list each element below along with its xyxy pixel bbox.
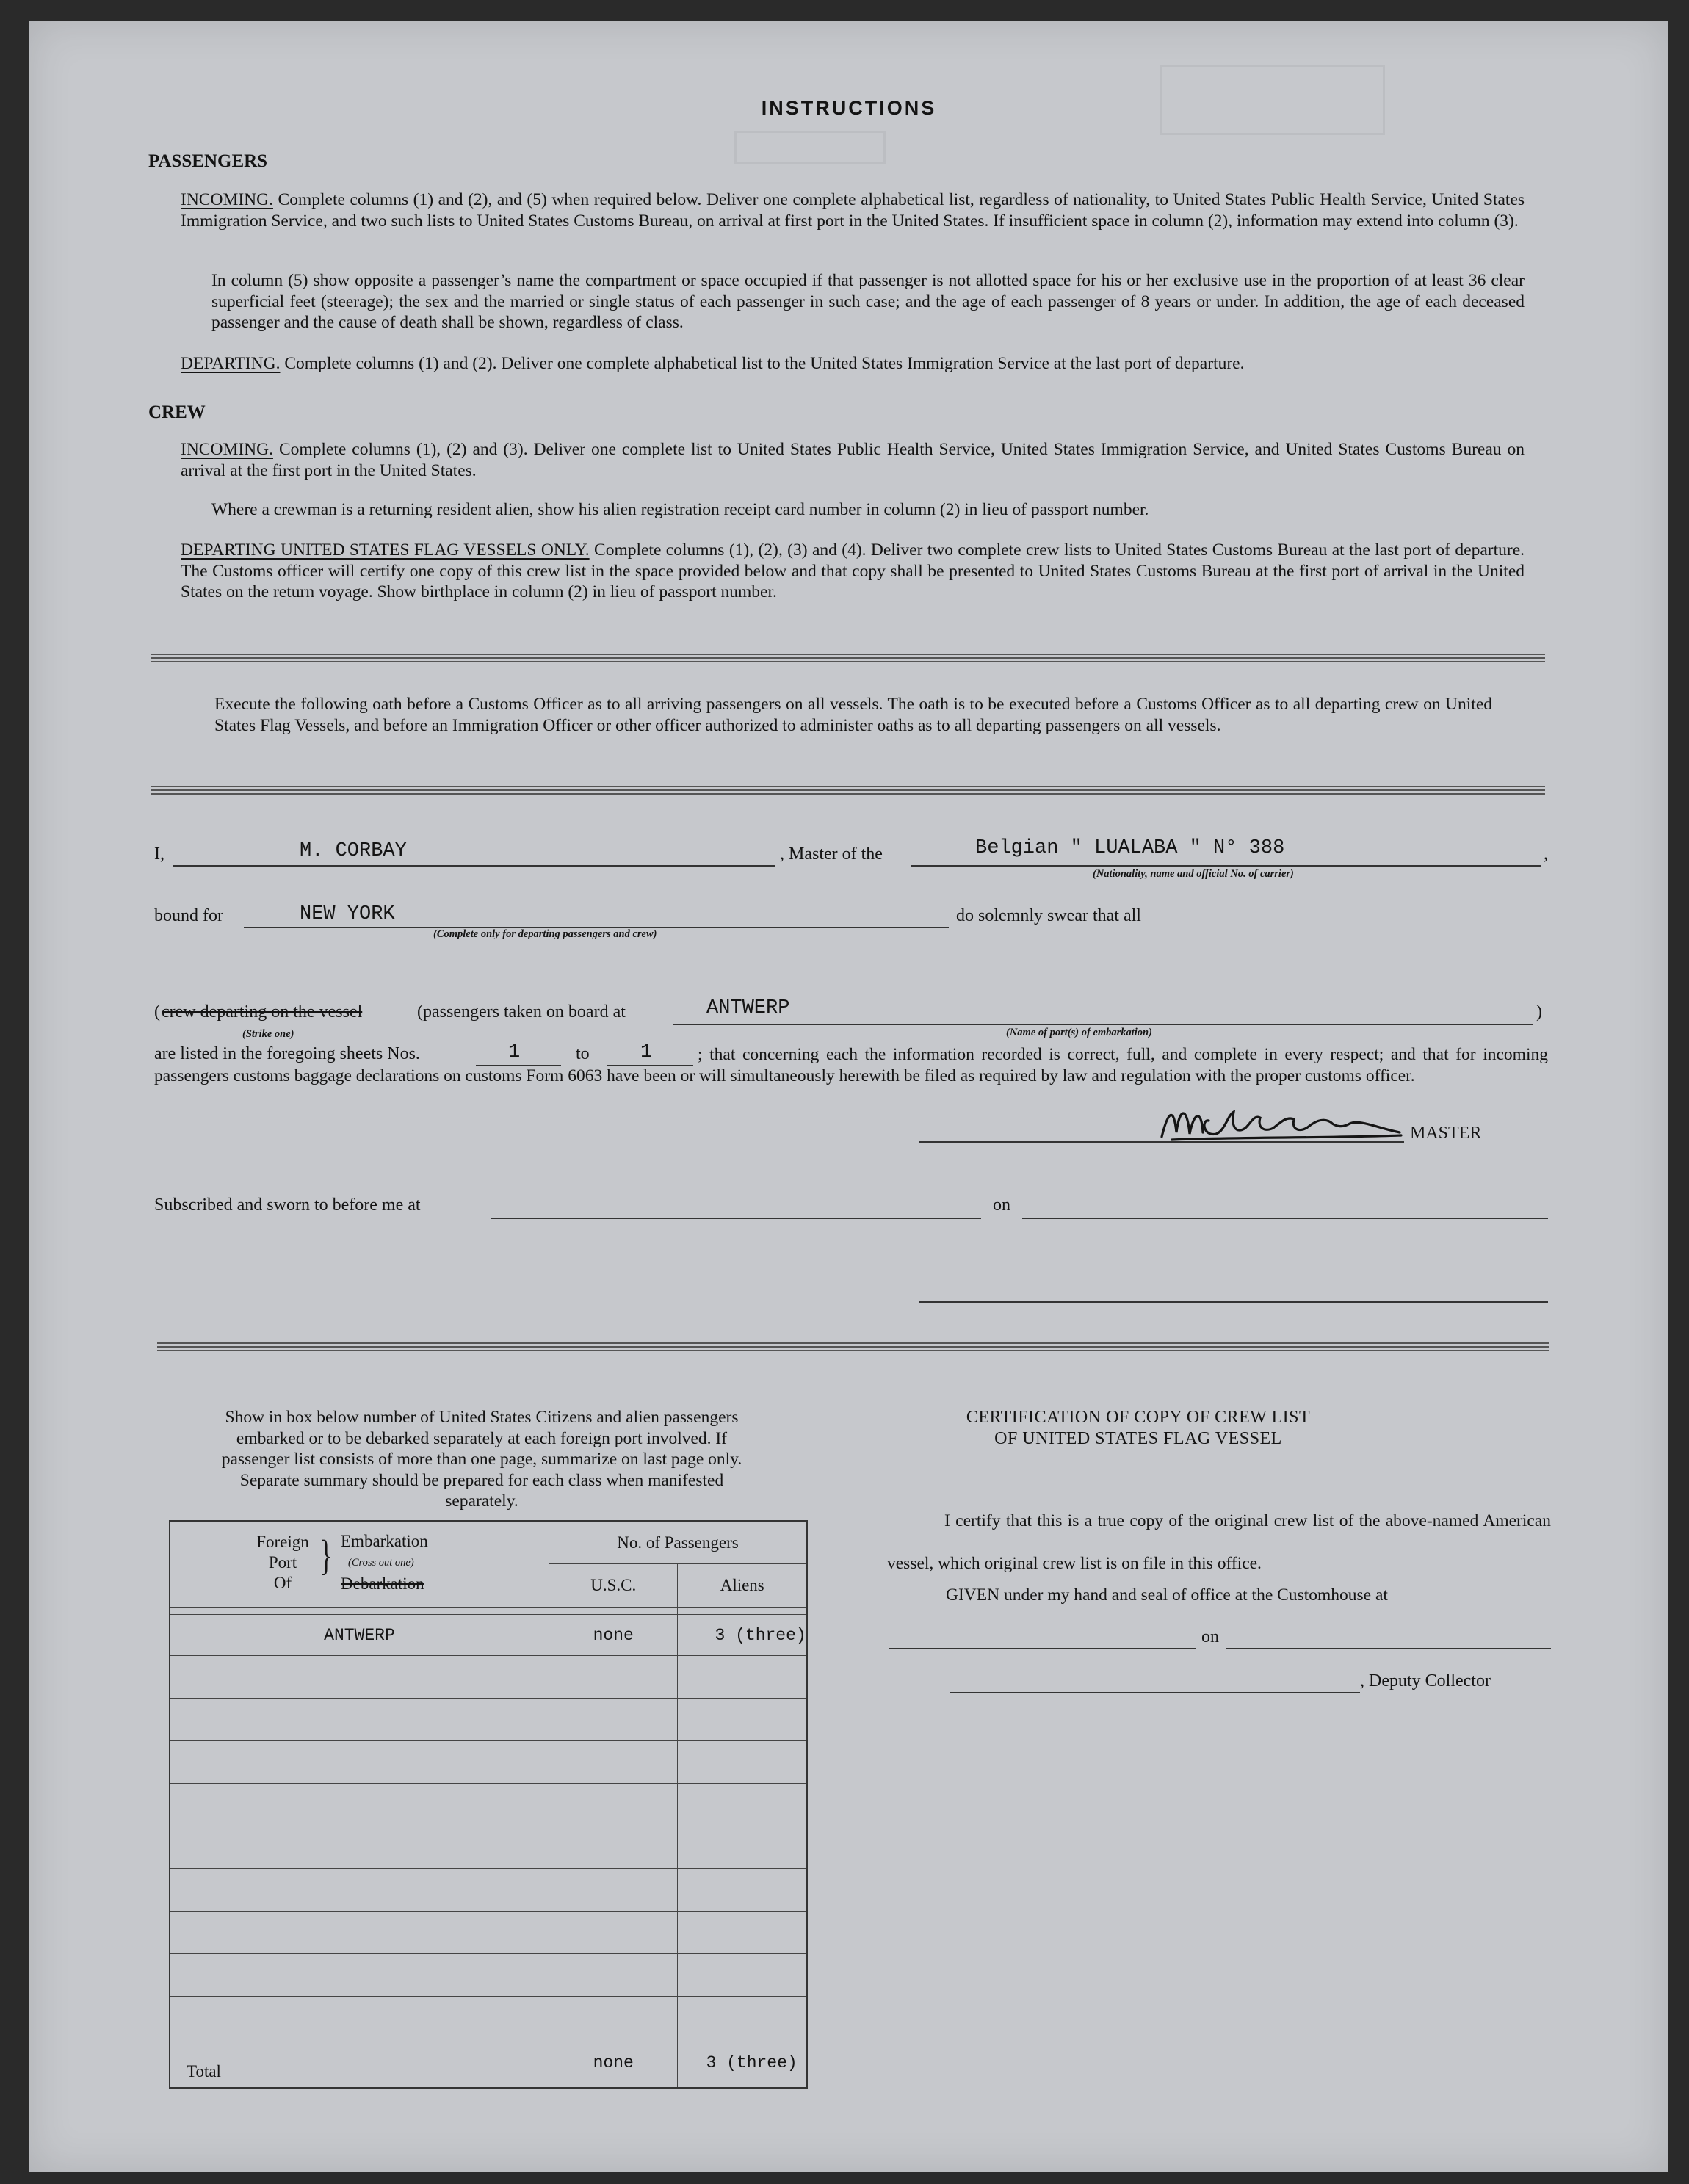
destination-value[interactable]: NEW YORK bbox=[300, 903, 395, 925]
certification-title bbox=[947, 1407, 1329, 1450]
empty-cell[interactable] bbox=[170, 1741, 549, 1784]
empty-cell[interactable] bbox=[549, 1869, 678, 1912]
empty-cell[interactable] bbox=[549, 1997, 678, 2039]
certification-title-line1: CERTIFICATION OF COPY OF CREW LIST bbox=[966, 1408, 1311, 1427]
crew-heading: CREW bbox=[148, 402, 206, 422]
passengers-incoming-instructions bbox=[181, 189, 1525, 231]
foreign-label: Foreign bbox=[256, 1533, 309, 1551]
passengers-column5-instructions: In column (5) show opposite a passenger’s name the compartment or space occupied if that passenger is not allotted space for his or her exclusive use in the proportion of at least 36 clear superficial feet (steerage); the sex and the married or single status of each passenger in such case; and the age of each passenger of 8 years or under. In addition, the age of each deceased passenger and the cause of death shall be shown, regardless of class. bbox=[211, 271, 1525, 332]
section-divider bbox=[151, 786, 1545, 795]
total-label-cell: Total bbox=[170, 2039, 549, 2088]
table-row bbox=[170, 1826, 807, 1869]
empty-cell[interactable] bbox=[549, 1784, 678, 1826]
table-row bbox=[170, 1741, 807, 1784]
table-row bbox=[170, 1699, 807, 1741]
certification-text: I certify that this is a true copy of the original crew list of the above-named American vessel, which original crew list is on file in this office. bbox=[887, 1511, 1551, 1573]
row-aliens-cell[interactable]: 3 (three) bbox=[678, 1615, 807, 1656]
passenger-summary-table bbox=[169, 1520, 808, 2089]
deputy-collector-label: , Deputy Collector bbox=[1360, 1671, 1491, 1691]
section-divider bbox=[157, 1342, 1549, 1351]
sheet-to-value[interactable]: 1 bbox=[640, 1041, 653, 1063]
embark-close-paren: ) bbox=[1536, 1002, 1542, 1022]
passengers-departing-text: Complete columns (1) and (2). Deliver one complete alphabetical list to the United States Immigration Service at the last port of departure. bbox=[284, 354, 1245, 373]
master-name-value[interactable]: M. CORBAY bbox=[300, 840, 407, 862]
certification-date-line bbox=[1226, 1648, 1551, 1649]
destination-caption: (Complete only for departing passengers and crew) bbox=[433, 928, 657, 940]
empty-cell[interactable] bbox=[678, 1869, 807, 1912]
debarkation-struck-label: Debarkation bbox=[341, 1574, 424, 1593]
empty-cell[interactable] bbox=[549, 1741, 678, 1784]
empty-cell[interactable] bbox=[170, 1784, 549, 1826]
passengers-taken-label: (passengers taken on board at bbox=[417, 1002, 626, 1022]
sheets-to-label: to bbox=[576, 1044, 590, 1063]
certification-given-text: GIVEN under my hand and seal of office at the Customhouse at bbox=[946, 1585, 1388, 1605]
document-page bbox=[29, 21, 1668, 2172]
foreign-port-of-label bbox=[250, 1532, 316, 1594]
empty-cell[interactable] bbox=[678, 1784, 807, 1826]
subscribed-label: Subscribed and sworn to before me at bbox=[154, 1196, 421, 1215]
table-row bbox=[170, 1997, 807, 2039]
vessel-caption: (Nationality, name and official No. of carrier) bbox=[1093, 868, 1294, 880]
of-label: Of bbox=[273, 1574, 292, 1592]
empty-cell[interactable] bbox=[170, 1699, 549, 1741]
port-header-cell bbox=[170, 1521, 549, 1608]
usc-header-cell: U.S.C. bbox=[549, 1564, 678, 1608]
spacer-cell bbox=[678, 1608, 807, 1615]
swear-label: do solemnly swear that all bbox=[956, 906, 1141, 925]
strike-caption: (Strike one) bbox=[242, 1028, 294, 1040]
table-row bbox=[170, 1869, 807, 1912]
customhouse-place-line bbox=[889, 1648, 1196, 1649]
empty-cell[interactable] bbox=[678, 1741, 807, 1784]
deputy-collector-line bbox=[950, 1692, 1360, 1693]
crew-incoming-label: INCOMING. bbox=[181, 440, 273, 459]
vessel-line bbox=[911, 865, 1541, 867]
table-row bbox=[170, 1954, 807, 1997]
passengers-incoming-label: INCOMING. bbox=[181, 190, 273, 209]
empty-cell[interactable] bbox=[549, 1912, 678, 1954]
oath-instructions: Execute the following oath before a Customs Officer as to all arriving passengers on all vessels. The oath is to be executed before a Customs Officer as to all departing crew on United States Flag Vessels, and before an Immigration Officer or other officer authorized to administer oaths as to all departing passengers on all vessels. bbox=[214, 695, 1492, 735]
port-label: Port bbox=[268, 1553, 297, 1572]
empty-cell[interactable] bbox=[678, 1656, 807, 1699]
oath-i-label: I, bbox=[154, 845, 164, 864]
passengers-header-cell: No. of Passengers bbox=[549, 1521, 807, 1564]
struck-crew-departing: crew departing on the vessel bbox=[162, 1002, 363, 1022]
cross-out-caption: (Cross out one) bbox=[348, 1557, 414, 1569]
crew-incoming-instructions bbox=[181, 439, 1525, 481]
empty-cell[interactable] bbox=[549, 1826, 678, 1869]
crew-departing-text: Complete columns (1), (2), (3) and (4). Deliver two complete crew lists to United States Customs Bureau at the last port of departure. The Customs officer will certify one copy of this crew list in the space provided below and that copy shall be presented to United States Customs Bureau at the first port of arrival in the United States on the return voyage. Show birthplace in column (2) in lieu of passport number. bbox=[181, 540, 1525, 601]
table-row bbox=[170, 1912, 807, 1954]
sheets-prefix: are listed in the foregoing sheets Nos. bbox=[154, 1044, 420, 1063]
officer-signature-line bbox=[919, 1301, 1548, 1303]
strike-open-paren: ( bbox=[154, 1002, 160, 1022]
passengers-departing-label: DEPARTING. bbox=[181, 354, 281, 373]
master-of-label: , Master of the bbox=[780, 845, 883, 864]
empty-cell[interactable] bbox=[678, 1826, 807, 1869]
passengers-heading: PASSENGERS bbox=[148, 151, 268, 171]
table-row bbox=[170, 1656, 807, 1699]
empty-cell[interactable] bbox=[678, 1912, 807, 1954]
passengers-incoming-text: Complete columns (1) and (2), and (5) when required below. Deliver one complete alphabetical list, regardless of nationality, to United States Public Health Service, United States Immigration Service, and two such lists to United States Customs Bureau, on arrival at first port in the United States. If insufficient space in column (2), information may extend into column (3). bbox=[181, 190, 1525, 231]
empty-cell[interactable] bbox=[678, 1954, 807, 1997]
empty-cell[interactable] bbox=[170, 1912, 549, 1954]
summary-instructions: Show in box below number of United States Citizens and alien passengers embarked or to be debarked separately at each foreign port involved. If passenger list consists of more than one page, summarize on last page only. Separate summary should be prepared for each class when manifested separately. bbox=[221, 1408, 742, 1511]
spacer-cell bbox=[170, 1608, 549, 1615]
sheet-from-value[interactable]: 1 bbox=[508, 1041, 521, 1063]
empty-cell[interactable] bbox=[170, 1997, 549, 2039]
page-title: INSTRUCTIONS bbox=[761, 97, 937, 119]
crew-resident-instructions: Where a crewman is a returning resident alien, show his alien registration receipt card number in column (2) in lieu of passport number. bbox=[211, 500, 1149, 519]
empty-cell[interactable] bbox=[678, 1699, 807, 1741]
vessel-value[interactable]: Belgian " LUALABA " N° 388 bbox=[975, 837, 1285, 859]
total-row bbox=[170, 2039, 807, 2088]
certification-on-label: on bbox=[1201, 1627, 1219, 1646]
master-signature bbox=[1157, 1099, 1407, 1150]
empty-cell[interactable] bbox=[549, 1699, 678, 1741]
table-row bbox=[170, 1615, 807, 1656]
empty-cell[interactable] bbox=[170, 1826, 549, 1869]
embark-port-value[interactable]: ANTWERP bbox=[706, 997, 790, 1019]
crew-incoming-text: Complete columns (1), (2) and (3). Deliver one complete list to United States Public Health Service, United States Immigration Service, and United States Customs Bureau on arrival at the first port in the United States. bbox=[181, 440, 1525, 480]
row-port-cell[interactable]: ANTWERP bbox=[170, 1615, 549, 1656]
subscribed-place-line bbox=[491, 1218, 981, 1219]
crew-departing-label: DEPARTING UNITED STATES FLAG VESSELS ONLY. bbox=[181, 540, 590, 560]
empty-cell[interactable] bbox=[170, 1656, 549, 1699]
empty-cell[interactable] bbox=[549, 1656, 678, 1699]
empty-cell[interactable] bbox=[170, 1954, 549, 1997]
total-usc-cell[interactable]: none bbox=[549, 2039, 678, 2088]
empty-cell[interactable] bbox=[549, 1954, 678, 1997]
vessel-comma: , bbox=[1544, 845, 1548, 864]
section-divider bbox=[151, 654, 1545, 662]
sheets-suffix: ; that concerning each the information recorded is correct, full, and complete in every respect; and that for incoming passengers customs baggage declarations on customs Form 6063 have been or will simultaneously herewith be filed as required by law and regulation with the proper customs officer. bbox=[154, 1045, 1548, 1085]
row-usc-cell[interactable]: none bbox=[549, 1615, 678, 1656]
aliens-header-cell: Aliens bbox=[678, 1564, 807, 1608]
bleed-through-mark bbox=[734, 131, 886, 164]
certification-title-line2: OF UNITED STATES FLAG VESSEL bbox=[994, 1429, 1282, 1448]
total-aliens-cell[interactable]: 3 (three) bbox=[678, 2039, 807, 2088]
passengers-departing-instructions bbox=[181, 353, 1525, 375]
crew-departing-instructions bbox=[181, 540, 1525, 603]
empty-cell[interactable] bbox=[170, 1869, 549, 1912]
embark-caption: (Name of port(s) of embarkation) bbox=[1006, 1027, 1152, 1038]
master-name-line bbox=[173, 865, 775, 867]
empty-cell[interactable] bbox=[678, 1997, 807, 2039]
brace-glyph: } bbox=[319, 1531, 333, 1579]
subscribed-on-label: on bbox=[993, 1196, 1010, 1215]
table-row bbox=[170, 1784, 807, 1826]
bound-for-label: bound for bbox=[154, 906, 223, 925]
embark-port-line bbox=[673, 1024, 1533, 1025]
spacer-cell bbox=[549, 1608, 678, 1615]
master-label: MASTER bbox=[1410, 1124, 1482, 1143]
subscribed-date-line bbox=[1022, 1218, 1548, 1219]
embarkation-label: Embarkation bbox=[341, 1532, 428, 1550]
